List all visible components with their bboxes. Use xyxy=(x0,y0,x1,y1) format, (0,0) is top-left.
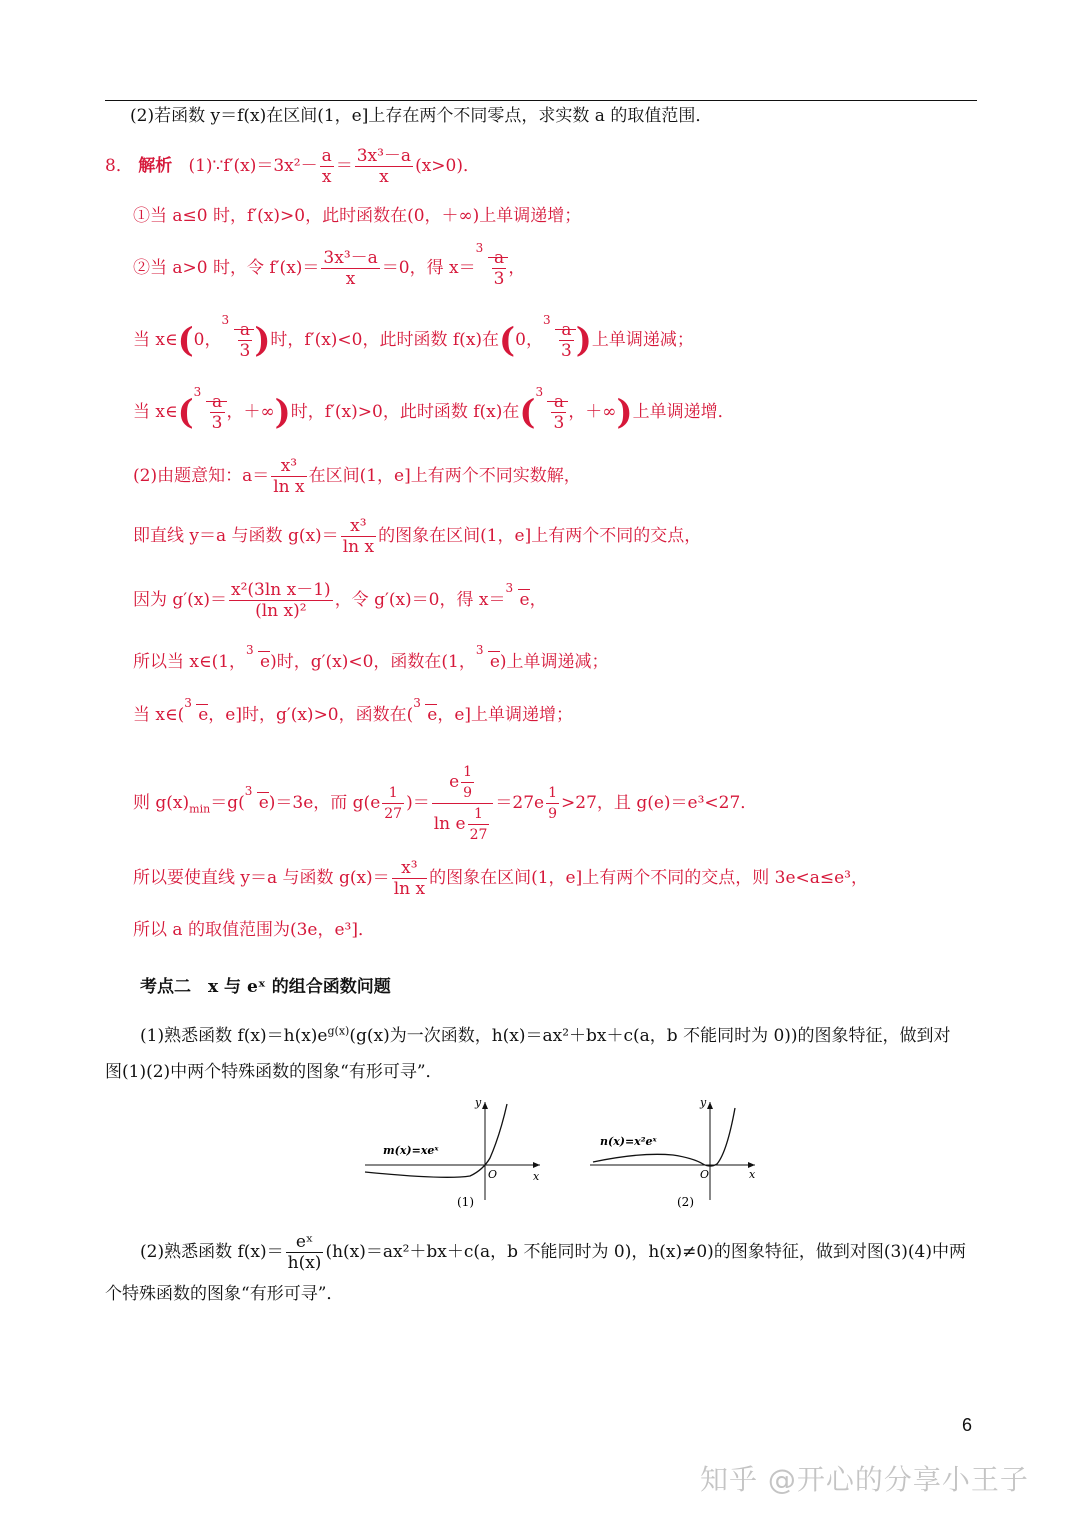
cube-root-a-over-3: 3 $\frac{a}{3}$ xyxy=(476,248,509,289)
fraction-ex-over-hx: $\frac{\text{eˣ}}{h(x)}$ xyxy=(287,1232,322,1273)
decreasing-interval-line: 当 x∈(0， 3 $\frac{a}{3}$ )时，f′(x)<0，此时函数 f(x)在(0， 3 $\frac{a}{3}$ )上单调递减； xyxy=(133,313,694,361)
part2-line-7: 所以要使直线 y＝a 与函数 g(x)＝ $\frac{\text{x³}}{\text{ln x}}$ 的图象在区间(1，e]上有两个不同的交点，则 3e<a≤e³， xyxy=(133,858,868,899)
problem-number: 8． xyxy=(105,156,133,176)
cube-root-e: 3 e xyxy=(244,784,269,813)
watermark: 知乎 @开心的分享小王子 xyxy=(700,1463,1029,1496)
graph-1-label: m(x)=xeˣ xyxy=(383,1144,439,1157)
derivative-intro: (1)∵f′(x)＝3x²－ xyxy=(188,156,318,176)
graph-2 xyxy=(590,1096,756,1209)
fraction-x3-over-lnx: $\frac{\text{x³}}{\text{ln x}}$ xyxy=(342,516,375,557)
svg-text:O: O xyxy=(700,1168,710,1181)
graph-1-caption: (1) xyxy=(457,1195,474,1209)
svg-text:O: O xyxy=(488,1168,498,1181)
cube-root-a-over-3: 3 $\frac{a}{3}$ xyxy=(222,320,255,361)
graph-1 xyxy=(365,1096,540,1209)
exponent-1-9: $\frac{1}{9}$ xyxy=(548,785,558,822)
part2-line-1: (2)由题意知：a＝ $\frac{\text{x³}}{\text{ln x}}$ 在区间(1，e]上有两个不同实数解， xyxy=(133,456,581,497)
cube-root-e: 3 e xyxy=(475,643,500,672)
svg-text:x: x xyxy=(749,1168,756,1181)
cube-root-e: 3 e xyxy=(413,696,438,725)
graph-2-caption: (2) xyxy=(677,1195,694,1209)
svg-text:y: y xyxy=(700,1096,707,1109)
fraction-case2: $\frac{\text{3x³－a}}{x}$ xyxy=(323,248,378,289)
page-number: 6 xyxy=(962,1415,973,1435)
cube-root-a-over-3: 3 $\frac{a}{3}$ xyxy=(194,392,227,433)
fraction-g-derivative: $\frac{\text{x²(3ln x－1)}}{\text{(ln x)²}}$ xyxy=(231,580,331,621)
question-part2: (2)若函数 y＝f(x)在区间(1，e]上存在两个不同零点，求实数 a 的取值范围． xyxy=(130,106,713,126)
cube-root-a-over-3: 3 $\frac{a}{3}$ xyxy=(535,392,568,433)
section-para-2-cont: 个特殊函数的图象“有形可寻”． xyxy=(105,1284,344,1304)
part2-line-4: 所以当 x∈(1， 3 e)时，g′(x)<0，函数在(1， 3 e)上单调递减； xyxy=(133,643,609,672)
cube-root-e: 3 e xyxy=(246,643,271,672)
case-2: ②当 a>0 时，令 f′(x)＝ $\frac{\text{3x³－a}}{x}$ ＝0，得 x＝ 3 $\frac{a}{3}$ ， xyxy=(133,241,526,289)
section-para-1-cont: 图(1)(2)中两个特殊函数的图象“有形可寻”． xyxy=(105,1062,443,1082)
final-answer: 所以 a 的取值范围为(3e，e³]． xyxy=(133,920,375,940)
function-graphs-figure xyxy=(355,1090,765,1220)
fraction-x3-over-lnx: $\frac{\text{x³}}{\text{ln x}}$ xyxy=(273,456,305,497)
section-title: 考点二 x 与 eˣ 的组合函数问题 xyxy=(140,977,391,997)
section-para-2: (2)熟悉函数 f(x)＝ $\frac{\text{eˣ}}{h(x)}$ (h(x)＝ax²＋bx＋c(a，b 不能同时为 0)，h(x)≠0)的图象特征，做到对图(3)(4)中两 xyxy=(140,1232,966,1273)
svg-text:x: x xyxy=(533,1170,540,1183)
solution-label: 解析 xyxy=(138,156,173,176)
cube-root-e: 3 e xyxy=(184,696,209,725)
case-1: ①当 a≤0 时，f′(x)>0，此时函数在(0，＋∞)上单调递增； xyxy=(133,206,582,226)
section-para-1: (1)熟悉函数 $f(x)=h(x)e^{g(x)}(g(x)$为一次函数，h(x)＝ax²＋bx＋c(a，b 不能同时为 0))的图象特征，做到对 xyxy=(140,1024,951,1046)
fraction-derivative: $\frac{\text{3x³－a}}{x}$ xyxy=(356,146,412,187)
part2-line-5: 当 x∈( 3 e，e]时，g′(x)>0，函数在( 3 e，e]上单调递增； xyxy=(133,696,574,725)
part2-line-6: 则 $g(x)_{min}=g$( 3 e)＝3e，而 g(e $\frac{1}{27}$ )＝ e $\frac{1}{9}$ ln e $\frac{1}{27}$ ＝27e $\frac{1}{9}$ >27，且 g(e)＝e³<27． xyxy=(133,764,758,843)
solution-line-1: 8． 解析 (1)∵f′(x)＝3x²－ $\frac{a}{x}$ ＝ $\frac{\text{3x³－a}}{x}$ (x>0)． xyxy=(105,146,480,187)
part2-line-3: 因为 g′(x)＝ $\frac{\text{x²(3ln x－1)}}{\text{(ln x)²}}$ ，令 g′(x)＝0，得 x＝ 3 e， xyxy=(133,580,547,621)
graph-2-label: n(x)=x²eˣ xyxy=(600,1135,657,1148)
header-rule xyxy=(105,100,977,101)
fraction-a-over-x: $\frac{a}{x}$ xyxy=(321,146,332,187)
cube-root-e: 3 e xyxy=(505,581,530,610)
cube-root-a-over-3: 3 $\frac{a}{3}$ xyxy=(543,320,576,361)
increasing-interval-line: 当 x∈( 3 $\frac{a}{3}$ ，＋∞)时，f′(x)>0，此时函数 f(x)在( 3 $\frac{a}{3}$ ，＋∞)上单调递增． xyxy=(133,385,735,433)
svg-text:y: y xyxy=(475,1096,482,1109)
exponent-1-27: $\frac{1}{27}$ xyxy=(384,785,403,822)
fraction-g-value: e $\frac{1}{9}$ ln e $\frac{1}{27}$ xyxy=(432,762,494,845)
part2-line-2: 即直线 y＝a 与函数 g(x)＝ $\frac{\text{x³}}{\text{ln x}}$ 的图象在区间(1，e]上有两个不同的交点， xyxy=(133,516,702,557)
fraction-x3-over-lnx: $\frac{\text{x³}}{\text{ln x}}$ xyxy=(393,858,426,899)
